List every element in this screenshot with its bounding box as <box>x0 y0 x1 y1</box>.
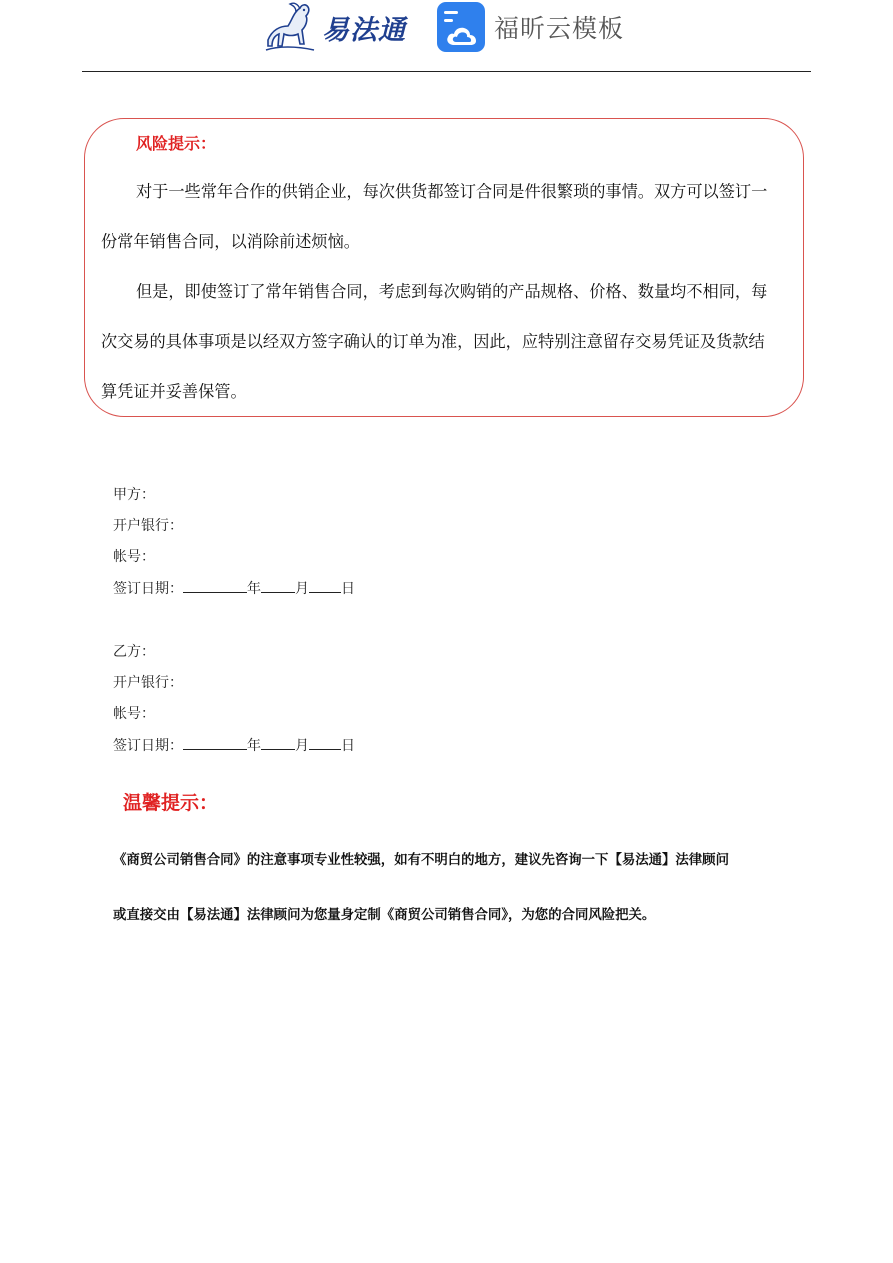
party-b-year-blank[interactable] <box>183 735 247 750</box>
warm-tip-title: 温馨提示： <box>123 792 219 814</box>
party-b-month-unit: 月 <box>295 738 309 754</box>
party-a-day-unit: 日 <box>341 581 355 597</box>
party-a-account-label: 帐号： <box>113 549 155 565</box>
party-b-date-row <box>113 735 355 756</box>
party-a-date-label: 签订日期： <box>113 581 183 597</box>
horse-icon <box>262 0 320 54</box>
party-a-bank-label: 开户银行： <box>113 518 183 534</box>
party-b-day-blank[interactable] <box>309 735 341 750</box>
party-a-month-unit: 月 <box>295 581 309 597</box>
party-a-year-blank[interactable] <box>183 578 247 593</box>
party-b-date-label: 签订日期： <box>113 738 183 754</box>
party-b-year-unit: 年 <box>247 738 261 754</box>
party-a-day-blank[interactable] <box>309 578 341 593</box>
warm-tip-line-2: 或直接交由【易法通】法律顾问为您量身定制《商贸公司销售合同》，为您的合同风险把关。 <box>113 907 656 923</box>
party-b-account-label: 帐号： <box>113 706 155 722</box>
page-header <box>0 0 893 72</box>
yifatong-wordmark: 易法通 <box>322 14 406 46</box>
warm-tip-line-1: 《商贸公司销售合同》的注意事项专业性较强，如有不明白的地方，建议先咨询一下【易法通】法律顾问 <box>113 852 729 868</box>
risk-notice-title: 风险提示： <box>136 134 217 153</box>
header-divider <box>82 71 811 72</box>
yifatong-logo <box>262 0 406 54</box>
party-a-name-label: 甲方： <box>113 487 155 503</box>
party-a-date-row <box>113 578 355 599</box>
risk-paragraph-2: 但是，即使签订了常年销售合同，考虑到每次购销的产品规格、价格、数量均不相同，每次交易的具体事项是以经双方签字确认的订单为准，因此，应特别注意留存交易凭证及货款结算凭证并妥善保管。 <box>101 282 768 401</box>
fuxin-logo <box>436 1 624 53</box>
cloud-document-icon <box>436 1 486 53</box>
party-b-name-label: 乙方： <box>113 644 155 660</box>
party-b-month-blank[interactable] <box>261 735 295 750</box>
fuxin-wordmark: 福昕云模板 <box>494 14 625 43</box>
party-b-day-unit: 日 <box>341 738 355 754</box>
risk-notice-box <box>84 118 804 417</box>
party-a-year-unit: 年 <box>247 581 261 597</box>
risk-paragraph-1: 对于一些常年合作的供销企业，每次供货都签订合同是件很繁琐的事情。双方可以签订一份常年销售合同，以消除前述烦恼。 <box>101 182 768 251</box>
party-b-bank-label: 开户银行： <box>113 675 183 691</box>
party-a-month-blank[interactable] <box>261 578 295 593</box>
